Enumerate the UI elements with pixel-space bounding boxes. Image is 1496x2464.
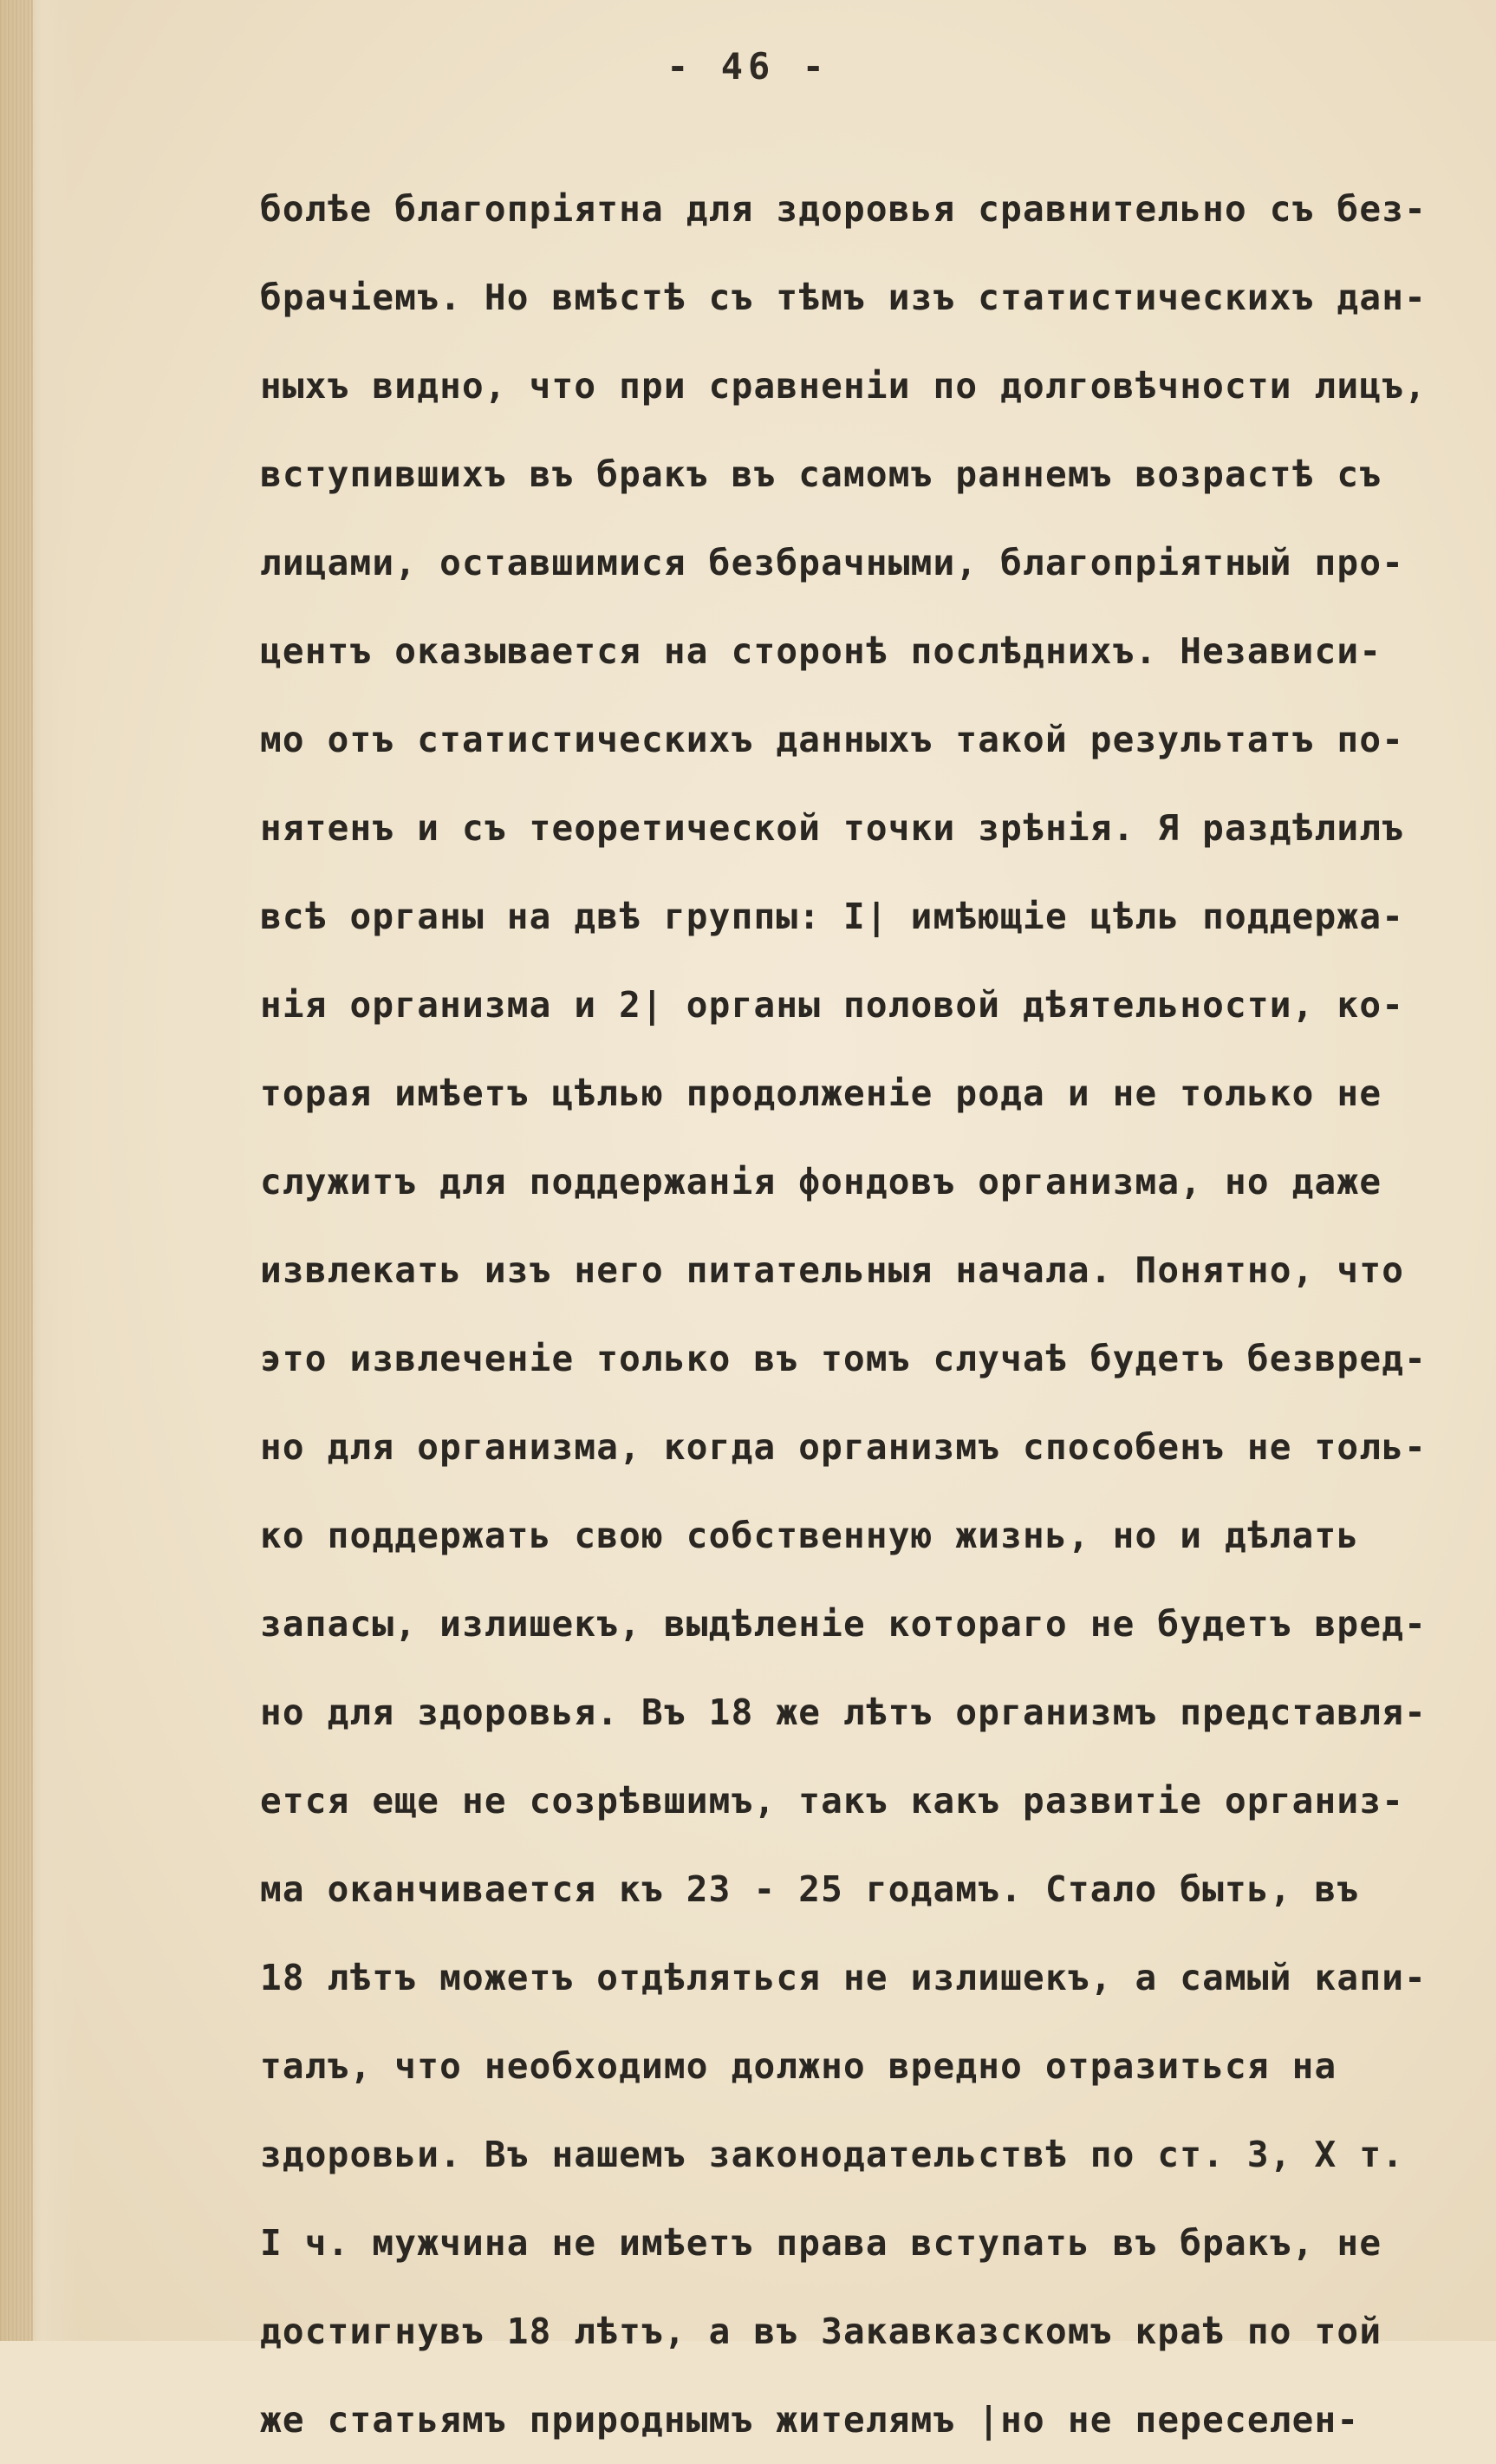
typed-text-body xyxy=(260,165,1491,2464)
text-line: это извлеченіе только въ томъ случаѣ будетъ безвред- xyxy=(260,1338,1427,1379)
text-line: 18 лѣтъ можетъ отдѣляться не излишекъ, а самый капи- xyxy=(260,1957,1427,1998)
text-line: торая имѣетъ цѣлью продолженіе рода и не только не xyxy=(260,1072,1382,1114)
text-line: центъ оказывается на сторонѣ послѣднихъ. Независи- xyxy=(260,630,1382,672)
text-line: достигнувъ 18 лѣтъ, а въ Закавказскомъ краѣ по той xyxy=(260,2311,1382,2352)
text-line: всѣ органы на двѣ группы: I| имѣющіе цѣль поддержа- xyxy=(260,896,1405,937)
text-line: талъ, что необходимо должно вредно отразиться на xyxy=(260,2045,1337,2087)
page-number: - 46 - xyxy=(667,45,829,88)
text-line: лицами, оставшимися безбрачными, благопріятный про- xyxy=(260,542,1405,583)
text-line: болѣе благопріятна для здоровья сравнительно съ без- xyxy=(260,188,1427,230)
text-line: ма оканчивается къ 23 - 25 годамъ. Стало быть, въ xyxy=(260,1868,1360,1910)
text-line: здоровьи. Въ нашемъ законодательствѣ по ст. 3, X т. xyxy=(260,2134,1405,2175)
text-line: но для организма, когда организмъ способенъ не толь- xyxy=(260,1426,1427,1468)
text-line: нія организма и 2| органы половой дѣятельности, ко- xyxy=(260,984,1405,1026)
text-line: брачіемъ. Но вмѣстѣ съ тѣмъ изъ статистическихъ дан- xyxy=(260,277,1427,318)
page-edge-shadow xyxy=(0,0,33,2341)
text-line: но для здоровья. Въ 18 же лѣтъ организмъ представля- xyxy=(260,1692,1427,1733)
text-line: I ч. мужчина не имѣетъ права вступать въ бракъ, не xyxy=(260,2222,1382,2264)
text-line: ныхъ видно, что при сравненіи по долговѣчности лицъ, xyxy=(260,365,1427,407)
text-line: же статьямъ природнымъ жителямъ |но не переселен- xyxy=(260,2399,1360,2441)
text-line: ется еще не созрѣвшимъ, такъ какъ развитіе организ- xyxy=(260,1780,1405,1822)
text-line: нятенъ и съ теоретической точки зрѣнія. Я раздѣлилъ xyxy=(260,807,1405,849)
text-line: мо отъ статистическихъ данныхъ такой результатъ по- xyxy=(260,719,1405,760)
text-line: вступившихъ въ бракъ въ самомъ раннемъ возрастѣ съ xyxy=(260,453,1382,495)
text-line: служитъ для поддержанія фондовъ организма, но даже xyxy=(260,1161,1382,1203)
text-line: запасы, излишекъ, выдѣленіе котораго не будетъ вред- xyxy=(260,1603,1427,1645)
text-line: ко поддержать свою собственную жизнь, но и дѣлать xyxy=(260,1515,1360,1556)
text-line: извлекать изъ него питательныя начала. Понятно, что xyxy=(260,1249,1405,1291)
